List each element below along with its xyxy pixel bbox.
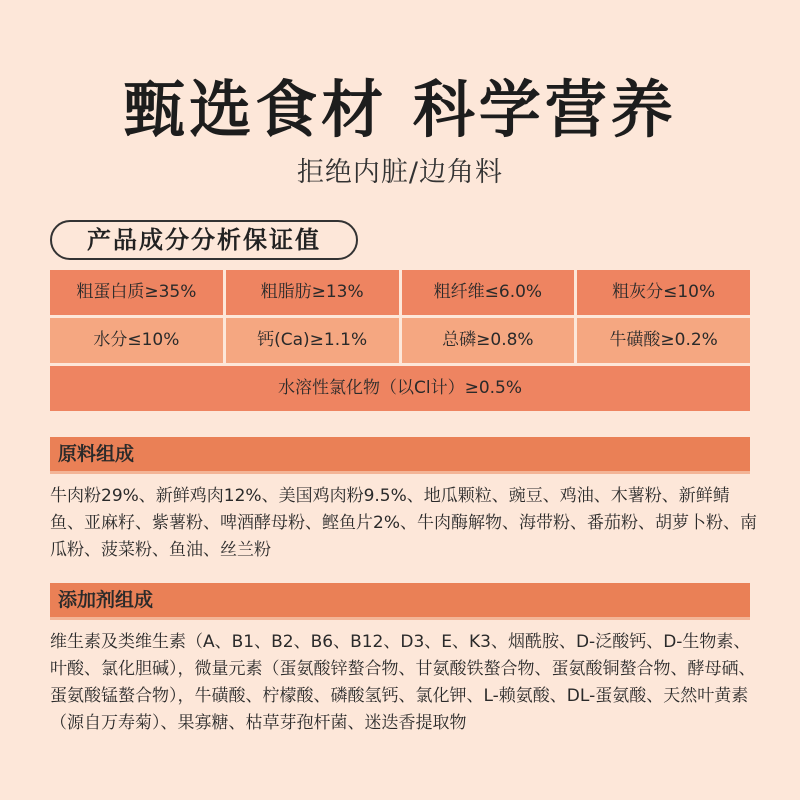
additives-text: 维生素及类维生素（A、B1、B2、B6、B12、D3、E、K3、烟酰胺、D-泛酸钙、D-生物素、叶酸、氯化胆碱），微量元素（蛋氨酸锌螯合物、甘氨酸铁螯合物、蛋氨酸铜螯合物、酵母硒、蛋氨酸锰螯合物），牛磺酸、柠檬酸、磷酸氢钙、氯化钾、L-赖氨酸、DL-蛋氨酸、天然叶黄素（源自万寿菊）、果寡糖、枯草芽孢杆菌、迷迭香提取物 [50,632,756,733]
ingredients-heading: 原料组成 [50,437,750,471]
analysis-cell-calcium: 钙(Ca)≥1.1% [226,318,399,363]
analysis-cell-moisture: 水分≤10% [50,318,223,363]
ingredients-text: 牛肉粉29%、新鲜鸡肉12%、美国鸡肉粉9.5%、地瓜颗粒、豌豆、鸡油、木薯粉、新鲜鲭鱼、亚麻籽、紫薯粉、啤酒酵母粉、鲣鱼片2%、牛肉酶解物、海带粉、番茄粉、胡萝卜粉、南瓜粉、菠菜粉、鱼油、丝兰粉 [50,486,757,560]
additives-heading: 添加剂组成 [50,583,750,617]
analysis-cell-ash: 粗灰分≤10% [577,270,750,315]
analysis-row [50,318,750,363]
analysis-row [50,366,750,411]
page-title: 甄选食材 科学营养 [123,73,677,146]
analysis-label: 产品成分分析保证值 [50,220,358,260]
analysis-cell-chloride: 水溶性氯化物（以Cl计）≥0.5% [50,366,750,411]
analysis-table [50,270,750,414]
analysis-row [50,270,750,315]
analysis-cell-phosphorus: 总磷≥0.8% [402,318,575,363]
analysis-cell-taurine: 牛磺酸≥0.2% [577,318,750,363]
page-subtitle: 拒绝内脏/边角料 [296,157,504,188]
analysis-cell-fiber: 粗纤维≤6.0% [402,270,575,315]
analysis-cell-protein: 粗蛋白质≥35% [50,270,223,315]
analysis-cell-fat: 粗脂肪≥13% [226,270,399,315]
